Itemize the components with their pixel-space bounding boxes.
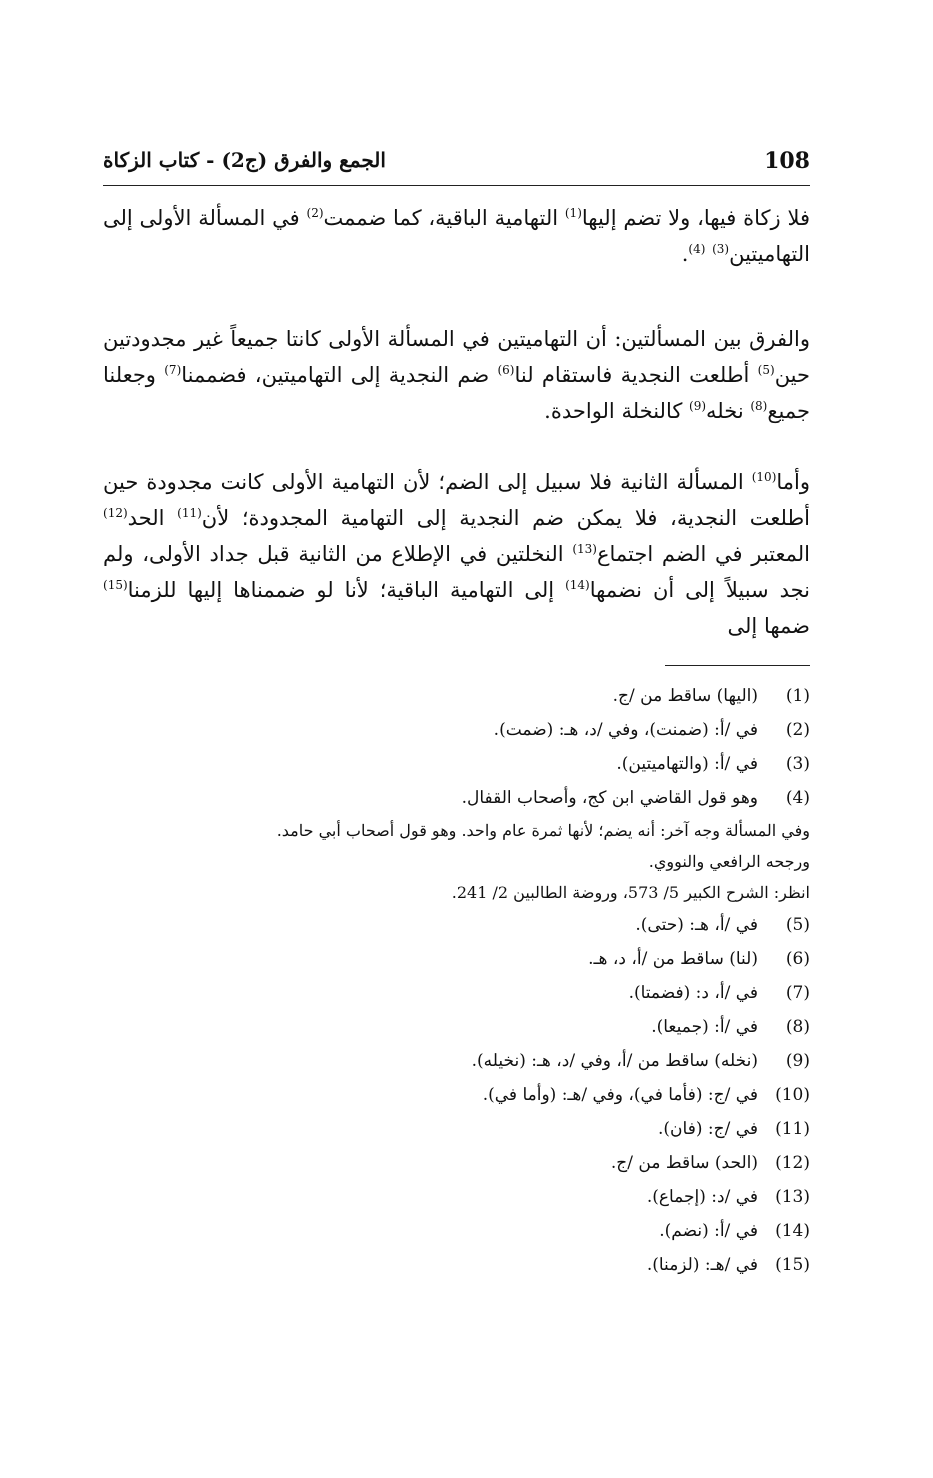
footnote-text: في /أ: (نضم). — [659, 1221, 758, 1241]
footnote-ref[interactable]: (1) — [564, 206, 582, 220]
footnote-text: في /أ، د: (فضمتا). — [628, 983, 758, 1003]
text-run: التهامية الباقية، كما ضممت — [323, 206, 565, 230]
footnote-number: (11) — [775, 1119, 810, 1139]
text-run: والفرق بين المسألتين: أن التهاميتين في المسألة الأولى كانتا جميعاً غير مجدودتين حين — [103, 327, 810, 387]
footnote-ref[interactable]: (8) — [750, 399, 768, 413]
running-title: الجمع والفرق (ج2) - كتاب الزكاة — [103, 148, 386, 172]
text-run: النخلتين في الإطلاع من الثانية قبل جداد الأولى، ولم نجد سبيلاً إلى أن نضمها — [103, 542, 810, 602]
footnote-citation: انظر: الشرح الكبير 5/ 573، وروضة الطالبين 2/ 241. — [451, 883, 810, 902]
footnote-ref[interactable]: (3) — [712, 242, 730, 256]
text-run: في المسألة الأولى إلى التهاميتين — [103, 206, 810, 266]
footnote-ref[interactable]: (13) — [572, 542, 597, 556]
footnote-text: وهو قول القاضي ابن كج، وأصحاب القفال. — [461, 788, 758, 808]
footnote-text: في /د: (إجماع). — [646, 1187, 758, 1207]
footnote-number: (10) — [775, 1085, 810, 1105]
footnote-number: (8) — [785, 1017, 810, 1037]
footnote-text: في /ج: (فان). — [658, 1119, 758, 1139]
text-run: الحد — [127, 506, 178, 530]
footnote-ref[interactable]: (6) — [497, 363, 515, 377]
footnote-ref[interactable]: (9) — [689, 399, 707, 413]
footnote-ref[interactable]: (7) — [164, 363, 182, 377]
footnote-ref[interactable]: (12) — [103, 506, 128, 520]
text-run: المعتبر في الضم اجتماع — [596, 542, 810, 566]
footnote-ref[interactable]: (4) — [688, 242, 706, 256]
footnote-text: (اليها) ساقط من /ج. — [612, 686, 758, 706]
footnote-number: (15) — [775, 1255, 810, 1275]
footnote-text: في /أ، هـ: (حتى). — [635, 915, 758, 935]
footnote-text: (الحد) ساقط من /ج. — [610, 1153, 758, 1173]
text-run: إلى التهامية الباقية؛ لأنا لو ضممناها إليها للزمنا — [127, 578, 566, 602]
text-run: أطلعت النجدية فاستقام لنا — [514, 363, 758, 387]
footnote-number: (13) — [775, 1187, 810, 1207]
footnote-ref[interactable]: (14) — [565, 578, 590, 592]
footnote-text: في /أ: (ضمنت)، وفي /د، هـ: (ضمت). — [493, 720, 758, 740]
footnote-number: (1) — [785, 686, 810, 706]
footnote-number: (3) — [785, 754, 810, 774]
footnote-number: (12) — [775, 1153, 810, 1173]
page-number: 108 — [764, 148, 810, 174]
text-run: المسألة الثانية فلا سبيل إلى الضم؛ لأن التهامية الأولى كانت مجدودة حين أطلعت النجدية، فلا يمكن ضم النجدية إلى التهامية المجدودة؛ لأن — [103, 470, 810, 530]
footnote-number: (6) — [785, 949, 810, 969]
text-run: ضم النجدية إلى التهاميتين، فضممنا — [181, 363, 498, 387]
footnote-text: (لنا) ساقط من /أ، د، هـ. — [588, 949, 758, 969]
footnote-text: في /أ: (والتهاميتين). — [616, 754, 758, 774]
book-page — [103, 0, 810, 1478]
footnote-text: في /أ: (جميعا). — [651, 1017, 758, 1037]
footnote-number: (14) — [775, 1221, 810, 1241]
footnote-text: في /هـ: (لزمنا). — [646, 1255, 758, 1275]
footnote-ref[interactable]: (11) — [177, 506, 202, 520]
page-header — [103, 148, 810, 184]
text-run: ضمها إلى — [727, 614, 810, 638]
text-run: كالنخلة الواحدة. — [544, 399, 690, 423]
text-run: فلا زكاة فيها، ولا تضم إليها — [581, 206, 811, 230]
text-run: وأما — [776, 470, 810, 494]
footnote-number: (5) — [785, 915, 810, 935]
footnote-text: (نخله) ساقط من /أ، وفي /د، هـ: (نخيله). — [471, 1051, 758, 1071]
footnote-ref[interactable]: (2) — [306, 206, 324, 220]
text-run: . — [681, 242, 689, 266]
footnote-number: (4) — [785, 788, 810, 808]
footnote-ref[interactable]: (10) — [751, 470, 777, 484]
footnote-number: (9) — [785, 1051, 810, 1071]
footnote-number: (2) — [785, 720, 810, 740]
footnote-text-line: وفي المسألة وجه آخر: أنه يضم؛ لأنها ثمرة عام واحد. وهو قول أصحاب أبي حامد. — [276, 821, 810, 840]
footnote-text-line: ورجحه الرافعي والنووي. — [648, 852, 810, 871]
footnote-ref[interactable]: (5) — [757, 363, 775, 377]
footnote-ref[interactable]: (15) — [103, 578, 128, 592]
footnote-text: في /ج: (فأما في)، وفي /هـ: (وأما في). — [482, 1085, 758, 1105]
text-run: وجعلنا جميع — [103, 363, 810, 423]
footnote-number: (7) — [785, 983, 810, 1003]
text-run: نخله — [706, 399, 751, 423]
